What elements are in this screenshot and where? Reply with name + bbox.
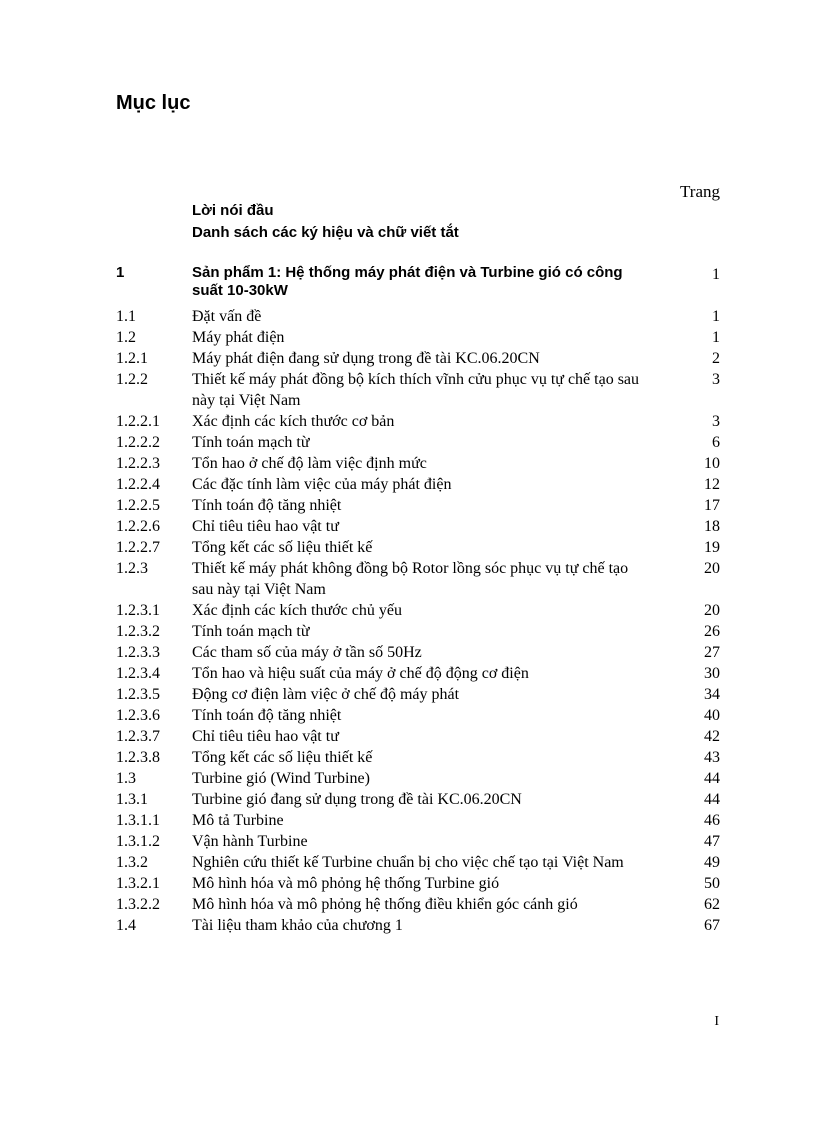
toc-entry[interactable] (116, 558, 720, 600)
toc-entry-title: Tổn hao ở chế độ làm việc định mức (192, 455, 427, 472)
toc-entry-number: 1.3.1.1 (116, 812, 160, 829)
toc-entry-number: 1.3.1 (116, 791, 148, 808)
toc-entry[interactable] (116, 327, 720, 348)
toc-entry[interactable] (116, 453, 720, 474)
toc-entry-title: Vận hành Turbine (192, 833, 308, 850)
toc-entry-page: 12 (704, 476, 720, 493)
toc-entry-title: Tài liệu tham khảo của chương 1 (192, 917, 403, 934)
toc-entry-page: 10 (704, 455, 720, 472)
toc-entry[interactable] (116, 852, 720, 873)
toc-entry-title: Mô tả Turbine (192, 812, 284, 829)
toc-entry-title: Máy phát điện đang sử dụng trong đề tài KC.06.20CN (192, 350, 540, 367)
toc-entry[interactable] (116, 894, 720, 915)
toc-entry-page: 46 (704, 812, 720, 829)
toc-entry[interactable] (116, 621, 720, 642)
toc-entry[interactable] (116, 768, 720, 789)
toc-entry-number: 1.2.3.4 (116, 665, 160, 682)
toc-entry[interactable] (116, 873, 720, 894)
toc-entry-number: 1.2.2.5 (116, 497, 160, 514)
toc-entry-title: Máy phát điện (192, 329, 285, 346)
toc-entry-page: 40 (704, 707, 720, 724)
toc-entry-title: Tổng kết các số liệu thiết kế (192, 749, 373, 766)
page-number: I (714, 1014, 719, 1029)
toc-entry[interactable] (116, 600, 720, 621)
toc-entry[interactable] (116, 264, 720, 300)
toc-entry[interactable] (116, 831, 720, 852)
toc-entry-number: 1.2.2.4 (116, 476, 160, 493)
toc-entry-number: 1.2.3.3 (116, 644, 160, 661)
toc-entry-title: Turbine gió (Wind Turbine) (192, 770, 370, 787)
toc-entry-title: Tính toán mạch từ (192, 623, 310, 640)
toc-entry-number: 1.2.2.7 (116, 539, 160, 556)
toc-entry-number: 1.2.2.3 (116, 455, 160, 472)
toc-entry-number: 1.2.2.1 (116, 413, 160, 430)
toc-entry-number: 1.2.2.6 (116, 518, 160, 535)
toc-entry-page: 17 (704, 497, 720, 514)
toc-entry-number: 1.2.3.5 (116, 686, 160, 703)
toc-entry-title: Đặt vấn đề (192, 308, 262, 325)
toc-entry-number: 1.2.3.6 (116, 707, 160, 724)
toc-entry-number: 1.3.2 (116, 854, 148, 871)
toc-entry[interactable] (116, 789, 720, 810)
toc-entry[interactable] (116, 369, 720, 411)
toc-entry-number: 1.3.2.2 (116, 896, 160, 913)
toc-entry-page: 67 (704, 917, 720, 934)
toc-entry-number: 1.2.3.1 (116, 602, 160, 619)
toc-entry-page: 50 (704, 875, 720, 892)
toc-entry-title: Mô hình hóa và mô phỏng hệ thống điều khiển góc cánh gió (192, 896, 578, 913)
toc-entry[interactable] (116, 810, 720, 831)
toc-entry-number: 1.2 (116, 329, 136, 346)
toc-entry-number: 1.2.3.8 (116, 749, 160, 766)
toc-entry-page: 47 (704, 833, 720, 850)
toc-entry-title: Mô hình hóa và mô phỏng hệ thống Turbine gió (192, 875, 500, 892)
toc-entry-page: 1 (712, 266, 720, 283)
toc-entry-number: 1.3.2.1 (116, 875, 160, 892)
toc-entry-title: Xác định các kích thước chủ yếu (192, 602, 402, 619)
toc-entry-number: 1.2.1 (116, 350, 148, 367)
toc-entry[interactable] (116, 915, 720, 936)
toc-entry-page: 20 (704, 560, 720, 577)
toc-entry-page: 42 (704, 728, 720, 745)
toc-entry[interactable] (116, 684, 720, 705)
front-matter-symbols: Danh sách các ký hiệu và chữ viết tắt (192, 224, 459, 241)
toc-entry[interactable] (116, 705, 720, 726)
toc-entry-title: Xác định các kích thước cơ bản (192, 413, 395, 430)
toc-entry[interactable] (116, 663, 720, 684)
toc-entry-page: 20 (704, 602, 720, 619)
toc-entry-page: 1 (712, 329, 720, 346)
toc-entry-number: 1.2.3.7 (116, 728, 160, 745)
toc-entry[interactable] (116, 432, 720, 453)
toc-entry-page: 3 (712, 371, 720, 388)
toc-entry[interactable] (116, 474, 720, 495)
toc-entry[interactable] (116, 411, 720, 432)
toc-entry-page: 62 (704, 896, 720, 913)
toc-entry[interactable] (116, 495, 720, 516)
toc-entry-title: Thiết kế máy phát đồng bộ kích thích vĩnh cửu phục vụ tự chế tạo sau này tại Việt Nam (192, 371, 640, 409)
table-of-contents (116, 264, 720, 936)
page-title: Mục lục (116, 92, 191, 114)
toc-entry-number: 1.1 (116, 308, 136, 325)
toc-entry-title: Nghiên cứu thiết kế Turbine chuẩn bị cho việc chế tạo tại Việt Nam (192, 854, 624, 871)
toc-entry-page: 2 (712, 350, 720, 367)
toc-entry-page: 26 (704, 623, 720, 640)
toc-entry-title: Chỉ tiêu tiêu hao vật tư (192, 518, 339, 535)
toc-entry-title: Các tham số của máy ở tần số 50Hz (192, 644, 422, 661)
toc-entry-number: 1.2.2 (116, 371, 148, 388)
toc-entry-title: Tính toán độ tăng nhiệt (192, 497, 342, 514)
toc-entry-number: 1.2.3.2 (116, 623, 160, 640)
toc-entry[interactable] (116, 348, 720, 369)
toc-entry-number: 1.4 (116, 917, 136, 934)
toc-entry-number: 1 (116, 264, 125, 281)
toc-entry-page: 6 (712, 434, 720, 451)
toc-entry-page: 30 (704, 665, 720, 682)
toc-entry[interactable] (116, 726, 720, 747)
toc-entry-page: 44 (704, 770, 720, 787)
toc-entry-title: Thiết kế máy phát không đồng bộ Rotor lồng sóc phục vụ tự chế tạo sau này tại Việt Nam (192, 560, 629, 598)
toc-entry[interactable] (116, 642, 720, 663)
toc-entry[interactable] (116, 537, 720, 558)
toc-entry-number: 1.2.3 (116, 560, 148, 577)
toc-entry-title: Sản phẩm 1: Hệ thống máy phát điện và Turbine gió có công suất 10-30kW (192, 264, 623, 299)
toc-entry-number: 1.2.2.2 (116, 434, 160, 451)
front-matter-foreword: Lời nói đầu (192, 202, 274, 219)
toc-entry-page: 34 (704, 686, 720, 703)
page-column-label: Trang (680, 182, 720, 201)
toc-entry-title: Các đặc tính làm việc của máy phát điện (192, 476, 452, 493)
toc-entry-number: 1.3 (116, 770, 136, 787)
toc-entry[interactable] (116, 516, 720, 537)
toc-entry-page: 49 (704, 854, 720, 871)
toc-entry-page: 44 (704, 791, 720, 808)
toc-entry-page: 19 (704, 539, 720, 556)
toc-entry-number: 1.3.1.2 (116, 833, 160, 850)
toc-entry-title: Tính toán mạch từ (192, 434, 310, 451)
toc-entry-title: Chỉ tiêu tiêu hao vật tư (192, 728, 339, 745)
toc-entry-title: Động cơ điện làm việc ở chế độ máy phát (192, 686, 460, 703)
toc-entry-title: Tổng kết các số liệu thiết kế (192, 539, 373, 556)
toc-entry-page: 1 (712, 308, 720, 325)
toc-entry-page: 3 (712, 413, 720, 430)
toc-entry-title: Turbine gió đang sử dụng trong đề tài KC.06.20CN (192, 791, 522, 808)
toc-entry-title: Tổn hao và hiệu suất của máy ở chế độ động cơ điện (192, 665, 529, 682)
toc-entry-page: 27 (704, 644, 720, 661)
toc-entry[interactable] (116, 747, 720, 768)
toc-entry-page: 18 (704, 518, 720, 535)
toc-entry-page: 43 (704, 749, 720, 766)
toc-entry-title: Tính toán độ tăng nhiệt (192, 707, 342, 724)
toc-entry[interactable] (116, 306, 720, 327)
